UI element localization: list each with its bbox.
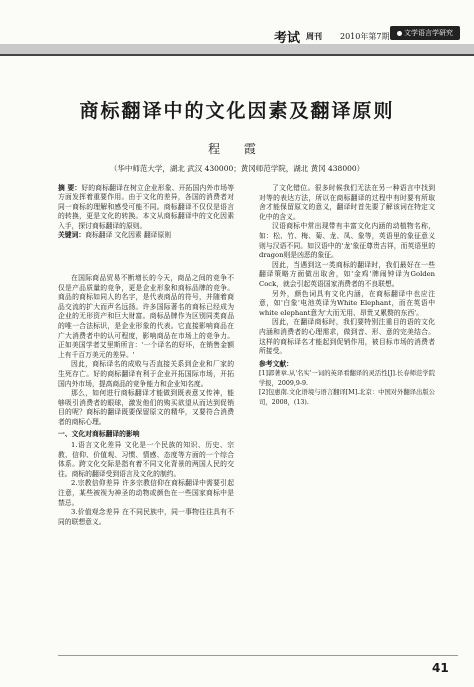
body-paragraph: 因此，在翻译商标时，我们要特别注重目的语的文化内涵和消费者的心理需求，做到音、形、意的完美结合。这样的商标译名才能起到促销作用，被目标市场的消费者所接受。: [259, 318, 435, 356]
header-rule: [0, 54, 474, 56]
issue-number: 2010年第7期: [340, 32, 390, 41]
article-title: 商标翻译中的文化因素及翻译原则: [79, 100, 395, 122]
header-band: [0, 44, 474, 54]
abstract-block: [58, 184, 234, 240]
body-paragraph: 在国际商品贸易不断增长的今天，商品之间的竞争不仅是产品质量的竞争，更是企业形象和商标品牌的竞争。商品的商标如同人的名字，是代表商品的符号，并随着商品交流的扩大而声名远扬。许多国际著名的商标已经成为企业的无形资产和巨大财富。商标品牌作为区别同类商品的唯一合法标识，是企业形象的代表。它直接影响商品在广大消费者中的认可程度，影响商品在市场上的竞争力。正如美国学者艾里斯所言：'一个译名的好坏，在销售金额上有千百万美元的差异。': [58, 274, 234, 359]
body-paragraph: 因此，当遇到这一类商标的翻译时，我们最好在一些翻译策略方面做出取舍，如'金鸡'牌闹钟译为Golden Cock，就会引起英语国家消费者的不良联想。: [259, 260, 435, 288]
keywords-label: 关键词：: [58, 231, 86, 240]
references-title: 参考文献：: [259, 359, 293, 368]
abstract-label: 摘 要：: [58, 184, 82, 192]
journal-weekly: 周刊: [306, 32, 322, 41]
reference-item: [1]郭著章.从'名实'一词的英译看翻译的灵活性[J].长春师范学院学报，2009,9-9.: [259, 370, 435, 387]
article-author: 程 霞: [208, 142, 266, 156]
author-affiliation: （华中师范大学，湖北 武汉 430000；黄冈师范学院，湖北 黄冈 438000）: [109, 164, 365, 173]
page-number: 41: [432, 661, 449, 675]
journal-name: 考试: [274, 31, 301, 46]
reference-item: [2]包惠南.文化语境与语言翻译[M].北京：中国对外翻译出版公司，2008，(13).: [259, 389, 435, 407]
section-badge: [390, 26, 460, 40]
right-column: [259, 184, 435, 408]
section-heading: 一、文化对商标翻译的影响: [58, 429, 140, 438]
body-paragraph: 因此，商标译名的成败与否直接关系到企业和厂家的生死存亡。好的商标翻译有利于企业开拓国际市场，开拓国内外市场，提高商品的竞争能力和企业知名度。: [58, 360, 234, 388]
page-header: [0, 0, 474, 62]
keywords-text: 商标翻译 文化因素 翻译原则: [85, 231, 172, 240]
left-column: [58, 274, 234, 527]
body-paragraph: 那么，如何进行商标翻译才能做到既表意又传神，能够吸引消费者的眼球，激发他们的购买欲望从而达到促销目的呢？商标的翻译既要保留原文的精华，又要符合消费者的商标心理。: [58, 389, 234, 426]
abstract-text: 好的商标翻译在树立企业形象、开拓国内外市场等方面发挥着重要作用。由于文化的差异，各国的消费者对同一商标的理解和感受可能不同。商标翻译不仅仅是语言的转换，更是文化的转换。本文从商标翻译中的文化因素入手，探讨商标翻译的原则。: [58, 184, 235, 230]
bullet-icon: [397, 31, 402, 36]
body-paragraph: 1.语言文化差异 文化是一个民族的知识、历史、宗教、信仰、价值观、习惯、情感、态度等方面的一个综合体系。跨文化交际是指有着不同文化背景的两国人民的交往。商标的翻译受到语言及文化的制约。: [58, 441, 234, 478]
body-paragraph: 2.宗教信仰差异 许多宗教信仰在商标翻译中需要引起注意，某些被视为神圣的动物或颜色在一些国家商标中是禁忌。: [58, 479, 234, 507]
footer-rule: [58, 655, 458, 656]
body-paragraph: 3.价值观念差异 在不同民族中，同一事物往往具有不同的联想意义。: [58, 508, 234, 526]
body-paragraph: 另外，颜色词具有文化内涵，在商标翻译中也应注意，如'白象'电池英译为White Elephant，而在英语中white elephant意为'大而无用、昂贵又累赘的东西'。: [259, 289, 435, 317]
body-paragraph: 了文化错位。很多时候我们无法在另一种语言中找到对等的表达方法，所以在商标翻译的过程中有时要有所取舍才能保留原文的意义，翻译时首先要了解该词在特定文化中的含义。: [259, 184, 435, 221]
section-label: 文学语言学研究: [404, 29, 453, 37]
body-paragraph: 汉语商标中常出现带有丰富文化内涵的动植物名称，如：松、竹、梅、菊、龙、凤、象等，英语里的象征意义则与汉语不同。如汉语中的'龙'象征尊贵吉祥，而英语里的dragon则是凶恶的象征。: [259, 222, 435, 260]
